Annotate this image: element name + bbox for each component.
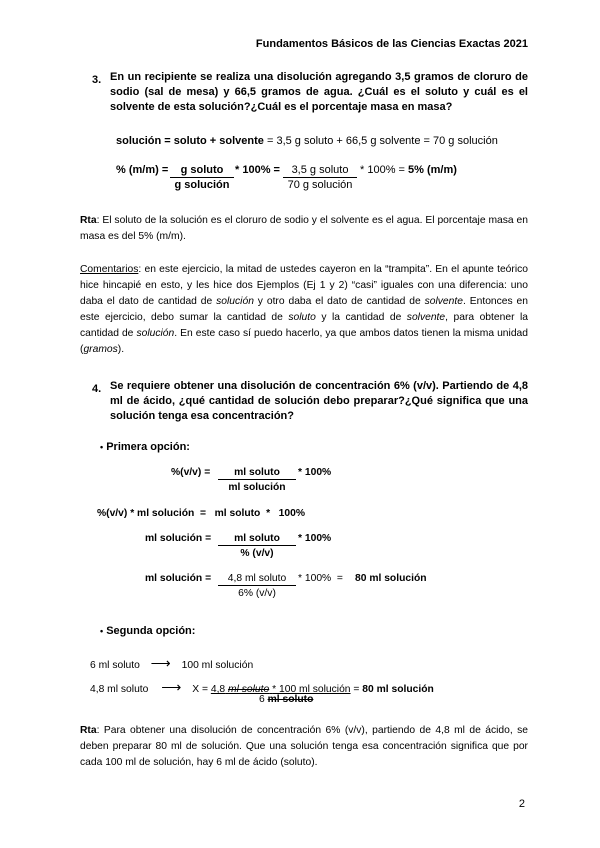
solution-result-mult: * 100% =	[298, 573, 343, 584]
option-2-title: • Segunda opción:	[100, 625, 196, 637]
equation-solution-sum	[116, 135, 498, 147]
equation-solution-sum-rhs: = 3,5 g soluto + 66,5 g solvente = 70 g solución	[263, 135, 498, 147]
answer-3-text: : El soluto de la solución es el cloruro de sodio y el solvente es el agua. El porcentaje masa en masa es del 5% (m/m).	[80, 215, 528, 242]
proportion-line-2: 4,8 ml soluto ⟶ X = 4,8 ml soluto * 100 ml solución = 80 ml solución	[90, 679, 434, 695]
answer-3-label: Rta	[80, 215, 97, 226]
vv-formula-den: ml solución	[228, 482, 286, 493]
answer-3	[80, 213, 528, 245]
solution-formula-mult: * 100%	[298, 533, 332, 544]
page-number: 2	[518, 798, 525, 810]
vv-rearranged-formula: %(v/v) * ml solución = ml soluto * 100%	[97, 508, 305, 519]
proportion-line-1: 6 ml soluto ⟶ 100 ml solución	[90, 655, 254, 671]
solution-result-value: 80 ml solución	[355, 573, 427, 584]
mm-equation-lhs: % (m/m) =	[116, 164, 169, 176]
equation-solution-sum-lhs: solución = soluto + solvente	[116, 135, 264, 147]
answer-4-text: : Para obtener una disolución de concentración 6% (v/v), partiendo de 4,8 ml de ácido, se deben preparar 80 ml de solución. Que una solución tenga esa concentración significa que por cada 100 ml de solución, hay 6 ml de ácido (soluto).	[80, 725, 528, 768]
solution-formula-den: % (v/v)	[240, 548, 274, 559]
solution-formula-num: ml soluto	[234, 533, 280, 544]
mm-equation-den2: 70 g solución	[287, 179, 353, 191]
page-header-title: Fundamentos Básicos de las Ciencias Exactas 2021	[255, 38, 528, 50]
question-4-text: Se requiere obtener una disolución de concentración 6% (v/v). Partiendo de 4,8 ml de ácido, ¿qué cantidad de solución debo preparar?¿Qué significa que una solución tenga esa concentración?	[110, 380, 528, 422]
mm-equation-den1: g solución	[174, 179, 230, 191]
vv-formula-mult: * 100%	[298, 467, 332, 478]
vv-formula-lhs: %(v/v) =	[171, 467, 211, 478]
question-3-number: 3.	[92, 74, 102, 86]
fraction-bar	[170, 177, 234, 178]
solution-result-num: 4,8 ml soluto	[227, 573, 287, 584]
bullet-icon: •	[100, 626, 104, 636]
mm-equation-mult2: * 100% =	[360, 164, 405, 176]
mm-equation-num2: 3,5 g soluto	[291, 164, 349, 176]
comments-paragraph: Comentarios: en este ejercicio, la mitad de ustedes cayeron en la “trampita”. En el apunte teórico hice hincapié en esto, y les hice dos Ejemplos (Ej 1 y 2) “casi” iguales con una diferencia: uno daba el dato de cantidad de solución y otro daba el dato de cantidad de solvente. Entonces en este ejercicio, debo sumar la cantidad de soluto y la cantidad de solvente, para obtener la cantidad de solución. En este caso sí puedo hacerlo, ya que ambos datos tienen la misma unidad (gramos).	[80, 264, 529, 355]
cancelled-unit: ml soluto	[228, 684, 270, 695]
mm-equation-result: 5% (m/m)	[408, 164, 457, 176]
solution-formula-lhs: ml solución =	[145, 533, 212, 544]
answer-4	[80, 723, 528, 771]
question-3-text: En un recipiente se realiza una disolución agregando 3,5 gramos de cloruro de sodio (sal de mesa) y 66,5 gramos de agua. ¿Cuál es el soluto y cuál es el solvente de esta solución?¿Cuál es el porcentaje masa en masa?	[110, 71, 528, 113]
fraction-bar	[218, 479, 296, 480]
solution-result-lhs: ml solución =	[145, 573, 212, 584]
proportion-denominator: 6 ml soluto	[259, 694, 314, 705]
question-4-number: 4.	[92, 383, 102, 395]
comments-label: Comentarios	[80, 264, 139, 275]
cancelled-unit: ml soluto	[267, 694, 314, 705]
mm-equation-num1: g soluto	[180, 164, 224, 176]
vv-formula-num: ml soluto	[234, 467, 280, 478]
option-1-title: • Primera opción:	[100, 441, 190, 453]
fraction-bar	[218, 545, 296, 546]
fraction-bar	[283, 177, 357, 178]
bullet-icon: •	[100, 442, 104, 452]
solution-result-den: 6% (v/v)	[238, 588, 276, 599]
mm-equation-mult1: * 100% =	[235, 164, 280, 176]
fraction-bar	[218, 585, 296, 586]
arrow-right-icon: ⟶	[150, 655, 171, 671]
arrow-right-icon: ⟶	[161, 679, 182, 695]
answer-4-label: Rta	[80, 725, 97, 736]
